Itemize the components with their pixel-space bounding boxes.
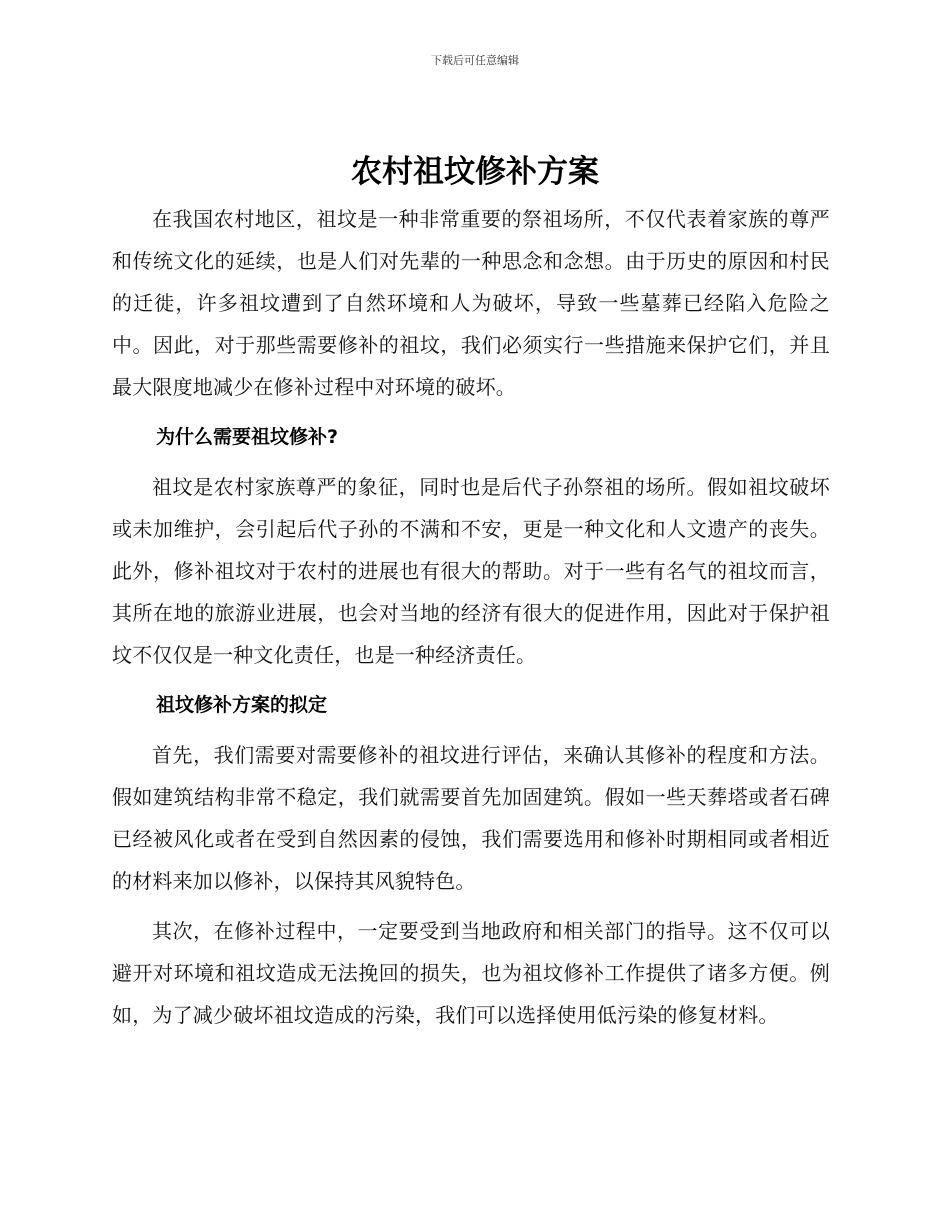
plan-paragraph-first: 首先，我们需要对需要修补的祖坟进行评估，来确认其修补的程度和方法。假如建筑结构非常不稳定，我们就需要首先加固建筑。假如一些天葬塔或者石碑已经被风化或者在受到自然因素的侵蚀，我们需要选用和修补时期相同或者相近的材料来加以修补，以保持其风貌特色。 [112,743,830,893]
section-heading-plan: 祖坟修补方案的拟定 [156,694,328,716]
header-note: 下载后可任意编辑 [431,54,519,67]
plan-paragraph-second: 其次，在修补过程中，一定要受到当地政府和相关部门的指导。这不仅可以避开对环境和祖坟造成无法挽回的损失，也为祖坟修补工作提供了诸多方便。例如，为了减少破坏祖坟造成的污染，我们可以选择使用低污染的修复材料。 [112,919,830,1027]
why-repair-paragraph: 祖坟是农村家族尊严的象征，同时也是后代子孙祭祖的场所。假如祖坟破坏或未加维护，会引起后代子孙的不满和不安，更是一种文化和人文遗产的丧失。此外，修补祖坟对于农村的进展也有很大的帮助。对于一些有名气的祖坟而言，其所在地的旅游业进展，也会对当地的经济有很大的促进作用，因此对于保护祖坟不仅仅是一种文化责任，也是一种经济责任。 [112,475,830,667]
document-body [112,198,830,1044]
section-heading-why-repair: 为什么需要祖坟修补? [156,426,339,448]
document-title: 农村祖坟修补方案 [351,154,599,190]
intro-paragraph: 在我国农村地区，祖坟是一种非常重要的祭祖场所，不仅代表着家族的尊严和传统文化的延续，也是人们对先辈的一种思念和念想。由于历史的原因和村民的迁徙，许多祖坟遭到了自然环境和人为破坏，导致一些墓葬已经陷入危险之中。因此，对于那些需要修补的祖坟，我们必须实行一些措施来保护它们，并且最大限度地减少在修补过程中对环境的破坏。 [112,207,830,399]
